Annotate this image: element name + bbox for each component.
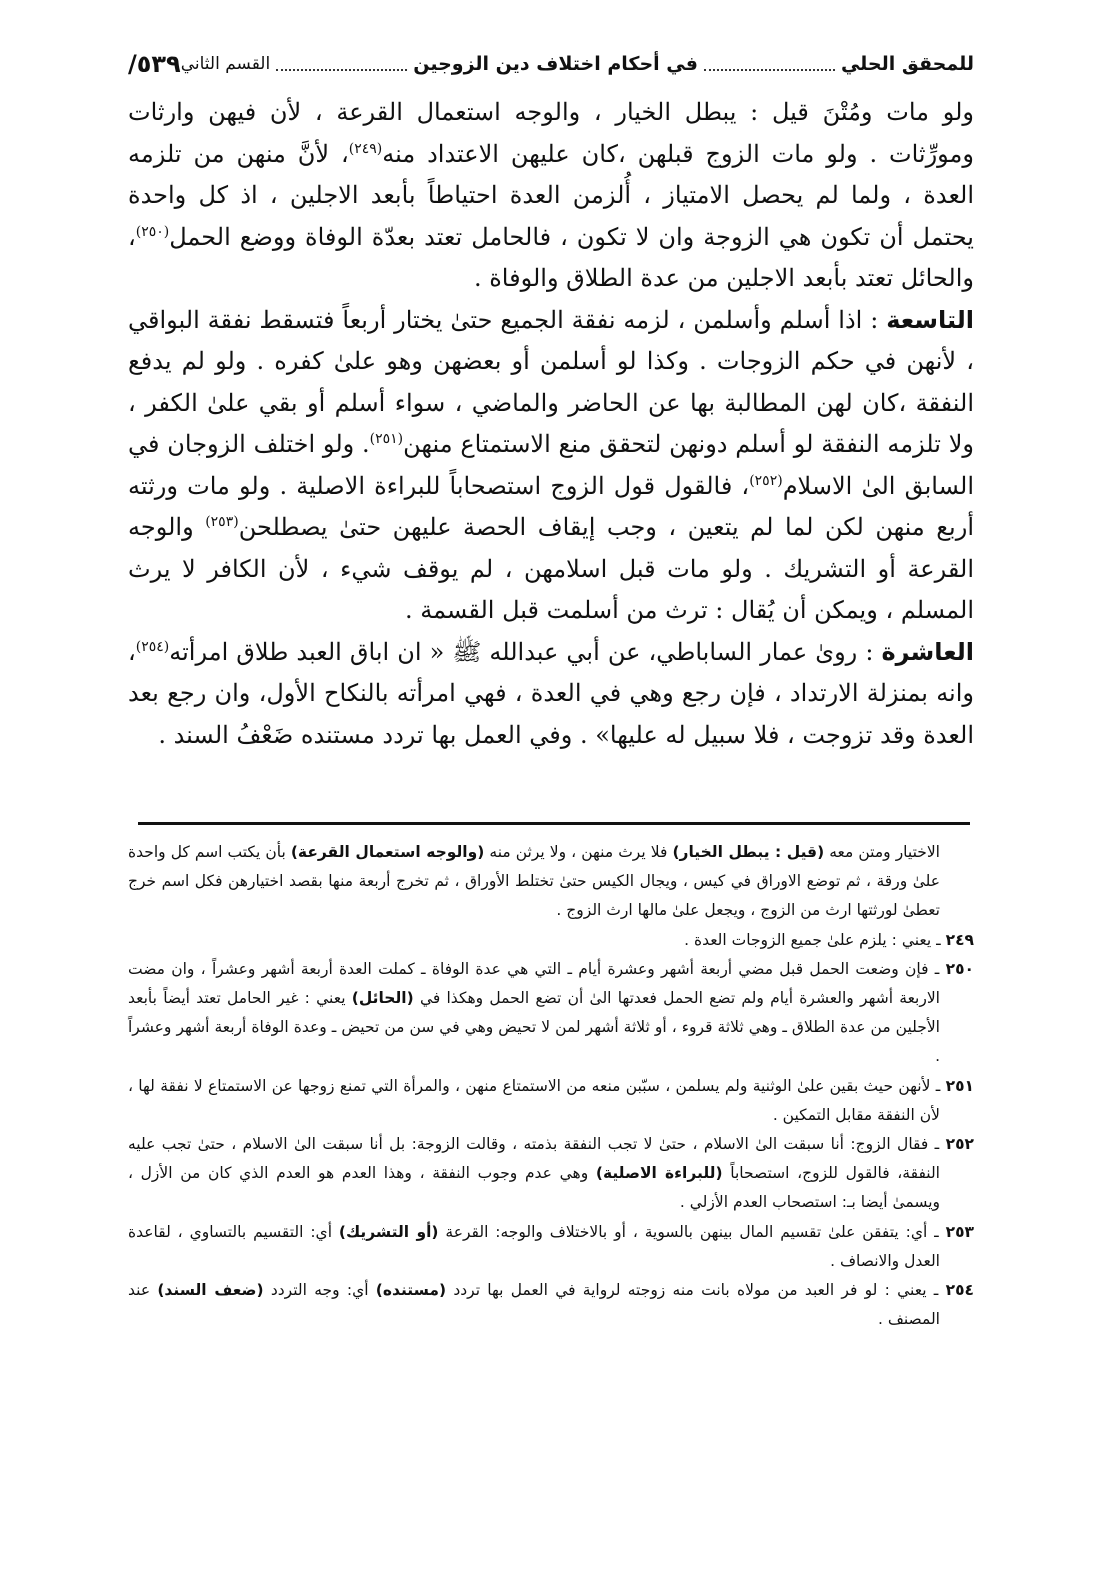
footnote-254: ٢٥٤ ـ يعني : لو فر العبد من مولاه بانت منه زوجته لرواية في العمل بها تردد (مستنده) أي: وجه التردد (ضعف السند) عند المصنف .: [128, 1281, 974, 1329]
footnote-249: ٢٤٩ ـ يعني : يلزم علىٰ جميع الزوجات العدة .: [684, 930, 974, 949]
paragraph-1: ولو مات ومُتْنَ قيل : يبطل الخيار ، والوجه استعمال القرعة ، لأن فيهن وارثات ومورِّثات . ولو مات الزوج قبلهن ،كان عليهن الاعتداد منه$^{(٢٤٩)}$، لأنَّ منهن من تلزمه العدة ، ولما لم يحصل الامتياز ، أُلزمن العدة احتياطاً بأبعد الاجلين ، اذ كل واحدة يحتمل أن تكون هي الزوجة وان لا تكون ، فالحامل تعتد بعدّة الوفاة ووضع الحمل$^{(٢٥٠)}$، والحائل تعتد بأبعد الاجلين من عدة الطلاق والوفاة .: [128, 98, 975, 292]
paragraph-10: العاشرة : روىٰ عمار الساباطي، عن أبي عبدالله ﷺ « ان اباق العبد طلاق امرأته$^{(٢٥٤)}$، وانه بمنزلة الارتداد ، فإن رجع وهي في العدة ، فهي امرأته بالنكاح الأول، وان رجع بعد العدة وقد تزوجت ، فلا سبيل له عليها» . وفي العمل بها تردد مستنده ضَعْفُ السند .: [128, 637, 974, 749]
footnote-continued: الاختيار ومتن معه (قيل : يبطل الخيار) فلا يرث منهن ، ولا يرثن منه (والوجه استعمال القرعة) بأن يكتب اسم كل واحدة علىٰ ورقة ، ثم توضع الاوراق في كيس ، ويجال الكيس حتىٰ تختلط الأوراق ، ثم تخرج أربعة منها بقصد اختيارهن فكل اسم خرج تعطىٰ لورثتها ارث من الزوج ، ويجعل علىٰ مالها ارث الزوج .: [128, 843, 940, 920]
header-dots: [276, 69, 407, 71]
footnotes: [128, 838, 974, 1334]
header-dots: [704, 69, 835, 71]
running-header: [128, 44, 974, 84]
page-number: ٥٣٩/: [127, 50, 181, 78]
footnote-250: ٢٥٠ ـ فإن وضعت الحمل قبل مضي أربعة أشهر وعشرة أيام ـ التي هي عدة الوفاة ـ كملت العدة أربعة أشهر وعشراً ، وان مضت الاربعة أشهر والعشرة أيام ولم تضع الحمل فعدتها الىٰ أن تضع الحمل وهكذا في (الحائل) يعني : غير الحامل تعتد أيضاً بأبعد الأجلين من عدة الطلاق ـ وهي ثلاثة قروء ، أو ثلاثة أشهر لمن لا تحيض وهي في سن من تحيض ـ وعدة الوفاة أربعة أشهر وعشراً .: [128, 959, 974, 1066]
footnote-252: ٢٥٢ ـ فقال الزوج: أنا سبقت الىٰ الاسلام ، حتىٰ لا تجب النفقة بذمته ، وقالت الزوجة: بل أنا سبقت الىٰ الاسلام ، حتىٰ تجب عليه النفقة، فالقول للزوج، استصحاباً (للبراءة الاصلية) وهي عدم وجوب النفقة ، وهذا العدم هو العدم الذي كان من الأزل ، ويسمىٰ أيضا بـ: استصحاب العدم الأزلي .: [128, 1135, 974, 1212]
footnote-ref: (٢٥٤): [135, 638, 170, 655]
footnote-251: ٢٥١ ـ لأنهن حيث بقين علىٰ الوثنية ولم يسلمن ، سبّبن منعه من الاستمتاع منهن ، والمرأة التي تمنع زوجها عن الاستمتاع لا نفقة لها ، لأن النفقة مقابل التمكين .: [128, 1076, 974, 1124]
footnote-ref: (٢٥١): [369, 431, 404, 447]
footnote-ref: (٢٥٠): [135, 223, 170, 240]
footnote-ref: (٢٤٩): [348, 140, 383, 157]
section-heading: العاشرة: [881, 637, 974, 666]
header-title: في أحكام اختلاف دين الزوجين: [413, 53, 698, 75]
section-heading: التاسعة: [886, 305, 974, 334]
paragraph-9: التاسعة : اذا أسلم وأسلمن ، لزمه نفقة الجميع حتىٰ يختار أربعاً فتسقط نفقة البواقي ، لأنهن في حكم الزوجات . وكذا لو أسلمن أو بعضهن وهو علىٰ كفره . ولو لم يدفع النفقة ،كان لهن المطالبة بها عن الحاضر والماضي ، سواء أسلم أو بقي علىٰ الكفر ، ولا تلزمه النفقة لو أسلم دونهن لتحقق منع الاستمتاع منهن$^{(٢٥١)}$. ولو اختلف الزوجان في السابق الىٰ الاسلام$^{(٢٥٢)}$، فالقول قول الزوج استصحاباً للبراءة الاصلية . ولو مات ورثته أربع منهن لكن لما لم يتعين ، وجب إيقاف الحصة عليهن حتىٰ يصطلحن$^{(٢٥٣)}$ والوجه القرعة أو التشريك . ولو مات قبل اسلامهن ، لم يوقف شيء ، لأن الكافر لا يرث المسلم ، ويمكن أن يُقال : ترث من أسلمت قبل القسمة .: [128, 305, 974, 624]
footnote-ref: (٢٥٣): [205, 514, 239, 530]
footnote-separator: [138, 822, 970, 825]
footnote-253: ٢٥٣ ـ أي: يتفقن علىٰ تقسيم المال بينهن بالسوية ، أو بالاختلاف والوجه: القرعة (أو التشريك) أي: التقسيم بالتساوي ، لقاعدة العدل والانصاف .: [128, 1222, 975, 1270]
header-part: القسم الثاني: [180, 54, 271, 74]
header-author: للمحقق الحلي: [840, 53, 974, 75]
main-text: [128, 92, 974, 756]
footnote-ref: (٢٥٢): [749, 472, 783, 489]
